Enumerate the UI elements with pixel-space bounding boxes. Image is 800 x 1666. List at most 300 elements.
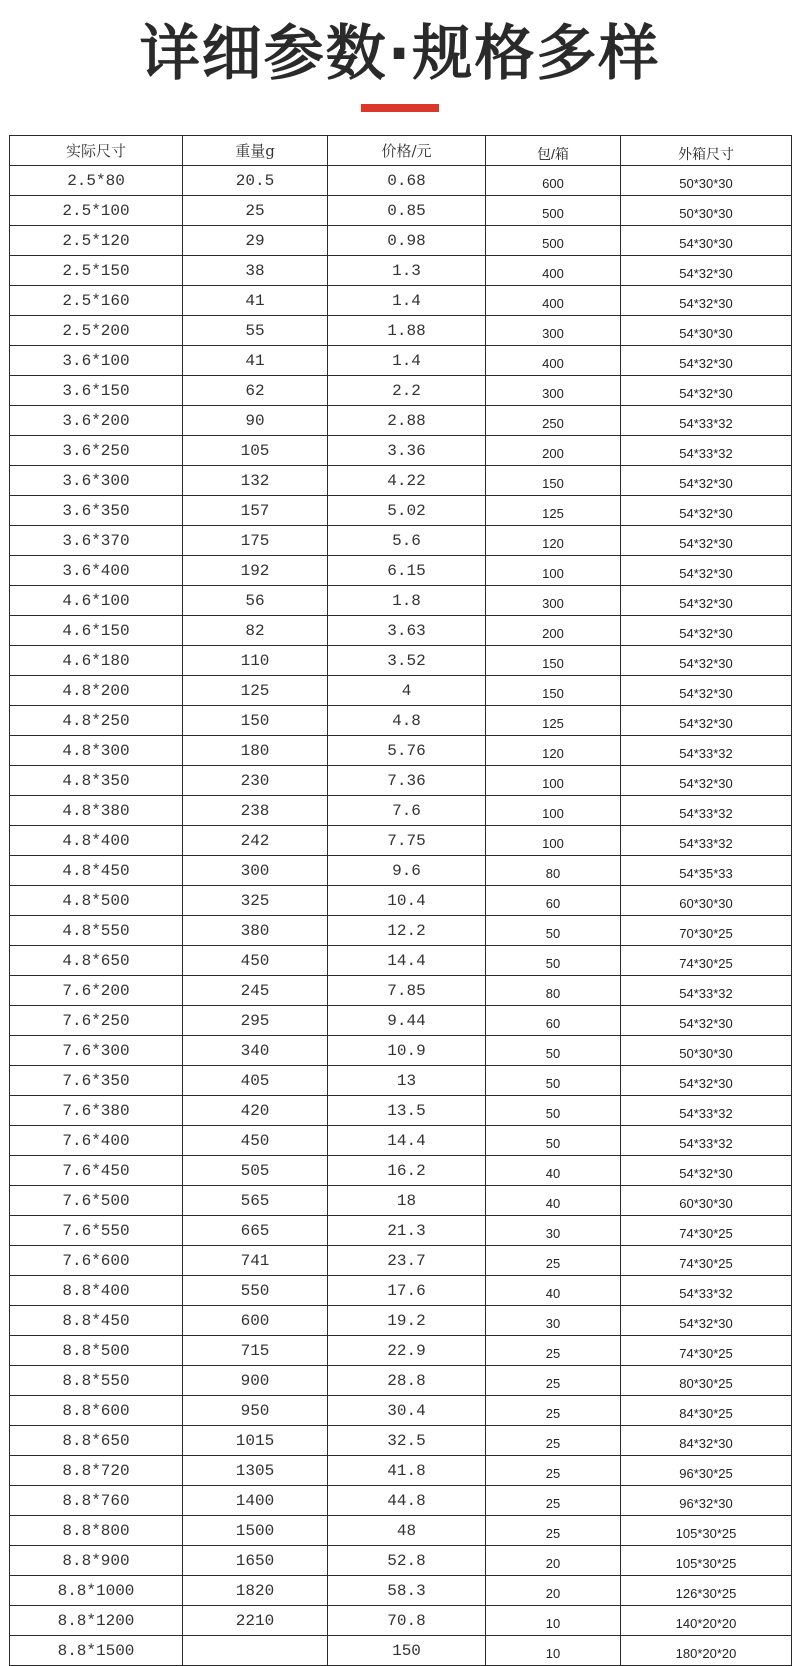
table-row [10, 586, 792, 616]
cell-price: 0.98 [328, 226, 486, 256]
cell-price: 0.68 [328, 166, 486, 196]
cell-price: 9.44 [328, 1006, 486, 1036]
cell-pack-per-box: 40 [486, 1186, 621, 1216]
cell-box-size: 54*32*30 [621, 496, 792, 526]
cell-pack-per-box: 100 [486, 826, 621, 856]
cell-size: 7.6*500 [10, 1186, 183, 1216]
cell-box-size: 50*30*30 [621, 196, 792, 226]
cell-box-size: 105*30*25 [621, 1546, 792, 1576]
cell-weight: 55 [183, 316, 328, 346]
cell-price: 14.4 [328, 1126, 486, 1156]
table-row [10, 1186, 792, 1216]
cell-pack-per-box: 100 [486, 556, 621, 586]
cell-pack-per-box: 80 [486, 976, 621, 1006]
cell-size: 2.5*160 [10, 286, 183, 316]
cell-pack-per-box: 500 [486, 196, 621, 226]
spec-table [9, 135, 792, 1666]
table-row [10, 976, 792, 1006]
cell-weight: 450 [183, 946, 328, 976]
cell-size: 4.8*650 [10, 946, 183, 976]
cell-size: 3.6*300 [10, 466, 183, 496]
cell-weight: 300 [183, 856, 328, 886]
cell-price: 4 [328, 676, 486, 706]
cell-size: 7.6*300 [10, 1036, 183, 1066]
page-title: 详细参数·规格多样 [139, 19, 661, 89]
table-row [10, 1216, 792, 1246]
cell-price: 1.3 [328, 256, 486, 286]
cell-weight: 715 [183, 1336, 328, 1366]
table-row [10, 256, 792, 286]
cell-weight: 1305 [183, 1456, 328, 1486]
cell-pack-per-box: 400 [486, 286, 621, 316]
cell-price: 2.2 [328, 376, 486, 406]
cell-size: 8.8*1000 [10, 1576, 183, 1606]
cell-box-size: 84*30*25 [621, 1396, 792, 1426]
cell-size: 8.8*600 [10, 1396, 183, 1426]
cell-weight: 950 [183, 1396, 328, 1426]
cell-size: 3.6*370 [10, 526, 183, 556]
cell-price: 13.5 [328, 1096, 486, 1126]
cell-weight: 238 [183, 796, 328, 826]
cell-box-size: 54*33*32 [621, 436, 792, 466]
cell-size: 7.6*250 [10, 1006, 183, 1036]
cell-pack-per-box: 200 [486, 436, 621, 466]
cell-price: 1.4 [328, 346, 486, 376]
cell-box-size: 60*30*30 [621, 1186, 792, 1216]
cell-weight: 550 [183, 1276, 328, 1306]
cell-box-size: 54*33*32 [621, 1276, 792, 1306]
cell-pack-per-box: 25 [486, 1486, 621, 1516]
cell-weight: 62 [183, 376, 328, 406]
table-row [10, 196, 792, 226]
cell-pack-per-box: 50 [486, 946, 621, 976]
cell-pack-per-box: 200 [486, 616, 621, 646]
table-row [10, 1576, 792, 1606]
cell-pack-per-box: 40 [486, 1156, 621, 1186]
header-price: 价格/元 [328, 136, 486, 166]
cell-weight: 192 [183, 556, 328, 586]
cell-box-size: 54*33*32 [621, 736, 792, 766]
table-row [10, 646, 792, 676]
cell-pack-per-box: 10 [486, 1606, 621, 1636]
table-row [10, 676, 792, 706]
table-row [10, 436, 792, 466]
table-row [10, 946, 792, 976]
cell-size: 8.8*720 [10, 1456, 183, 1486]
cell-price: 150 [328, 1636, 486, 1666]
cell-box-size: 54*32*30 [621, 646, 792, 676]
cell-size: 8.8*450 [10, 1306, 183, 1336]
cell-size: 4.8*450 [10, 856, 183, 886]
cell-price: 10.4 [328, 886, 486, 916]
cell-box-size: 54*32*30 [621, 586, 792, 616]
cell-price: 10.9 [328, 1036, 486, 1066]
cell-size: 4.6*100 [10, 586, 183, 616]
cell-pack-per-box: 60 [486, 886, 621, 916]
cell-pack-per-box: 50 [486, 1036, 621, 1066]
cell-size: 8.8*550 [10, 1366, 183, 1396]
cell-size: 7.6*450 [10, 1156, 183, 1186]
cell-size: 7.6*400 [10, 1126, 183, 1156]
cell-price: 2.88 [328, 406, 486, 436]
cell-size: 8.8*500 [10, 1336, 183, 1366]
cell-box-size: 84*32*30 [621, 1426, 792, 1456]
cell-weight: 405 [183, 1066, 328, 1096]
table-row [10, 1246, 792, 1276]
cell-pack-per-box: 500 [486, 226, 621, 256]
table-row [10, 226, 792, 256]
cell-box-size: 74*30*25 [621, 946, 792, 976]
cell-pack-per-box: 25 [486, 1246, 621, 1276]
table-header-row [10, 136, 792, 166]
cell-price: 1.4 [328, 286, 486, 316]
cell-weight: 1500 [183, 1516, 328, 1546]
cell-box-size: 54*32*30 [621, 616, 792, 646]
cell-weight: 29 [183, 226, 328, 256]
cell-box-size: 54*30*30 [621, 316, 792, 346]
table-row [10, 1126, 792, 1156]
cell-size: 7.6*380 [10, 1096, 183, 1126]
cell-size: 4.8*380 [10, 796, 183, 826]
cell-size: 4.8*550 [10, 916, 183, 946]
cell-pack-per-box: 25 [486, 1336, 621, 1366]
cell-weight: 1015 [183, 1426, 328, 1456]
cell-pack-per-box: 20 [486, 1576, 621, 1606]
table-row [10, 766, 792, 796]
cell-size: 8.8*800 [10, 1516, 183, 1546]
table-row [10, 1066, 792, 1096]
cell-weight: 325 [183, 886, 328, 916]
cell-weight: 1650 [183, 1546, 328, 1576]
cell-weight: 41 [183, 286, 328, 316]
cell-pack-per-box: 50 [486, 916, 621, 946]
cell-price: 9.6 [328, 856, 486, 886]
cell-pack-per-box: 100 [486, 766, 621, 796]
table-row [10, 1006, 792, 1036]
table-row [10, 1606, 792, 1636]
cell-weight: 125 [183, 676, 328, 706]
cell-size: 7.6*550 [10, 1216, 183, 1246]
cell-price: 28.8 [328, 1366, 486, 1396]
cell-pack-per-box: 300 [486, 316, 621, 346]
table-row [10, 406, 792, 436]
cell-box-size: 54*32*30 [621, 1066, 792, 1096]
cell-box-size: 180*20*20 [621, 1636, 792, 1666]
cell-pack-per-box: 150 [486, 676, 621, 706]
table-row [10, 1396, 792, 1426]
cell-size: 4.8*350 [10, 766, 183, 796]
table-row [10, 556, 792, 586]
cell-box-size: 74*30*25 [621, 1336, 792, 1366]
cell-price: 23.7 [328, 1246, 486, 1276]
table-row [10, 886, 792, 916]
cell-box-size: 50*30*30 [621, 166, 792, 196]
cell-price: 7.36 [328, 766, 486, 796]
cell-pack-per-box: 50 [486, 1126, 621, 1156]
cell-size: 2.5*120 [10, 226, 183, 256]
table-row [10, 1306, 792, 1336]
cell-price: 12.2 [328, 916, 486, 946]
table-row [10, 1486, 792, 1516]
cell-weight: 420 [183, 1096, 328, 1126]
cell-price: 22.9 [328, 1336, 486, 1366]
cell-price: 17.6 [328, 1276, 486, 1306]
cell-size: 4.8*250 [10, 706, 183, 736]
cell-price: 18 [328, 1186, 486, 1216]
table-row [10, 1276, 792, 1306]
cell-size: 4.6*180 [10, 646, 183, 676]
cell-size: 2.5*150 [10, 256, 183, 286]
cell-price: 5.6 [328, 526, 486, 556]
cell-weight: 600 [183, 1306, 328, 1336]
table-row [10, 166, 792, 196]
cell-weight: 1400 [183, 1486, 328, 1516]
cell-weight: 157 [183, 496, 328, 526]
cell-price: 13 [328, 1066, 486, 1096]
table-row [10, 916, 792, 946]
cell-pack-per-box: 300 [486, 586, 621, 616]
cell-box-size: 60*30*30 [621, 886, 792, 916]
cell-pack-per-box: 40 [486, 1276, 621, 1306]
cell-pack-per-box: 125 [486, 706, 621, 736]
cell-size: 3.6*400 [10, 556, 183, 586]
cell-box-size: 140*20*20 [621, 1606, 792, 1636]
cell-pack-per-box: 300 [486, 376, 621, 406]
table-row [10, 1516, 792, 1546]
cell-pack-per-box: 100 [486, 796, 621, 826]
cell-size: 3.6*350 [10, 496, 183, 526]
cell-pack-per-box: 25 [486, 1456, 621, 1486]
table-row [10, 1426, 792, 1456]
cell-size: 7.6*600 [10, 1246, 183, 1276]
cell-weight: 110 [183, 646, 328, 676]
cell-size: 7.6*200 [10, 976, 183, 1006]
cell-weight: 2210 [183, 1606, 328, 1636]
cell-box-size: 54*32*30 [621, 706, 792, 736]
cell-pack-per-box: 20 [486, 1546, 621, 1576]
cell-price: 1.88 [328, 316, 486, 346]
cell-weight: 41 [183, 346, 328, 376]
table-row [10, 1036, 792, 1066]
table-row [10, 1636, 792, 1666]
cell-price: 4.8 [328, 706, 486, 736]
cell-box-size: 54*33*32 [621, 826, 792, 856]
cell-weight: 105 [183, 436, 328, 466]
cell-price: 70.8 [328, 1606, 486, 1636]
cell-price: 30.4 [328, 1396, 486, 1426]
cell-size: 4.6*150 [10, 616, 183, 646]
cell-price: 0.85 [328, 196, 486, 226]
cell-box-size: 54*32*30 [621, 1156, 792, 1186]
table-body [10, 166, 792, 1666]
cell-price: 3.52 [328, 646, 486, 676]
cell-size: 3.6*200 [10, 406, 183, 436]
header-size: 实际尺寸 [10, 136, 183, 166]
cell-box-size: 80*30*25 [621, 1366, 792, 1396]
cell-weight: 150 [183, 706, 328, 736]
cell-weight: 20.5 [183, 166, 328, 196]
header-box-size: 外箱尺寸 [621, 136, 792, 166]
cell-weight: 132 [183, 466, 328, 496]
cell-box-size: 54*32*30 [621, 286, 792, 316]
cell-pack-per-box: 50 [486, 1096, 621, 1126]
cell-weight: 505 [183, 1156, 328, 1186]
cell-price: 1.8 [328, 586, 486, 616]
cell-pack-per-box: 120 [486, 526, 621, 556]
cell-size: 2.5*100 [10, 196, 183, 226]
cell-price: 41.8 [328, 1456, 486, 1486]
cell-weight: 230 [183, 766, 328, 796]
cell-weight: 175 [183, 526, 328, 556]
cell-pack-per-box: 120 [486, 736, 621, 766]
cell-pack-per-box: 10 [486, 1636, 621, 1666]
cell-box-size: 54*32*30 [621, 1306, 792, 1336]
cell-pack-per-box: 80 [486, 856, 621, 886]
cell-price: 58.3 [328, 1576, 486, 1606]
cell-size: 4.8*200 [10, 676, 183, 706]
cell-box-size: 54*32*30 [621, 766, 792, 796]
table-row [10, 286, 792, 316]
table-row [10, 316, 792, 346]
cell-weight: 295 [183, 1006, 328, 1036]
table-row [10, 706, 792, 736]
cell-box-size: 54*33*32 [621, 976, 792, 1006]
table-row [10, 1456, 792, 1486]
cell-price: 14.4 [328, 946, 486, 976]
cell-box-size: 50*30*30 [621, 1036, 792, 1066]
table-row [10, 856, 792, 886]
table-row [10, 1366, 792, 1396]
cell-pack-per-box: 125 [486, 496, 621, 526]
table-row [10, 496, 792, 526]
cell-pack-per-box: 400 [486, 256, 621, 286]
cell-box-size: 54*32*30 [621, 256, 792, 286]
cell-price: 48 [328, 1516, 486, 1546]
cell-size: 8.8*400 [10, 1276, 183, 1306]
cell-size: 3.6*150 [10, 376, 183, 406]
cell-box-size: 70*30*25 [621, 916, 792, 946]
cell-price: 32.5 [328, 1426, 486, 1456]
cell-box-size: 105*30*25 [621, 1516, 792, 1546]
cell-price: 19.2 [328, 1306, 486, 1336]
cell-weight: 340 [183, 1036, 328, 1066]
table-row [10, 826, 792, 856]
cell-size: 8.8*1200 [10, 1606, 183, 1636]
cell-box-size: 54*32*30 [621, 556, 792, 586]
table-row [10, 1336, 792, 1366]
table-row [10, 736, 792, 766]
cell-box-size: 54*32*30 [621, 676, 792, 706]
cell-box-size: 54*33*32 [621, 1126, 792, 1156]
cell-size: 4.8*400 [10, 826, 183, 856]
cell-price: 6.15 [328, 556, 486, 586]
cell-price: 3.63 [328, 616, 486, 646]
cell-weight: 900 [183, 1366, 328, 1396]
cell-weight: 245 [183, 976, 328, 1006]
cell-box-size: 74*30*25 [621, 1246, 792, 1276]
cell-box-size: 54*33*32 [621, 406, 792, 436]
cell-weight: 1820 [183, 1576, 328, 1606]
cell-weight: 450 [183, 1126, 328, 1156]
table-row [10, 1096, 792, 1126]
table-row [10, 346, 792, 376]
table-row [10, 796, 792, 826]
cell-price: 4.22 [328, 466, 486, 496]
table-row [10, 526, 792, 556]
cell-weight: 38 [183, 256, 328, 286]
cell-box-size: 54*35*33 [621, 856, 792, 886]
cell-pack-per-box: 30 [486, 1216, 621, 1246]
cell-size: 2.5*200 [10, 316, 183, 346]
header-weight: 重量g [183, 136, 328, 166]
cell-box-size: 126*30*25 [621, 1576, 792, 1606]
cell-price: 7.75 [328, 826, 486, 856]
cell-weight: 741 [183, 1246, 328, 1276]
cell-box-size: 54*32*30 [621, 466, 792, 496]
cell-pack-per-box: 250 [486, 406, 621, 436]
cell-size: 8.8*900 [10, 1546, 183, 1576]
cell-box-size: 96*32*30 [621, 1486, 792, 1516]
cell-weight: 565 [183, 1186, 328, 1216]
cell-price: 3.36 [328, 436, 486, 466]
cell-price: 7.85 [328, 976, 486, 1006]
cell-box-size: 54*32*30 [621, 1006, 792, 1036]
cell-size: 3.6*100 [10, 346, 183, 376]
table-row [10, 616, 792, 646]
cell-box-size: 54*33*32 [621, 796, 792, 826]
cell-pack-per-box: 30 [486, 1306, 621, 1336]
cell-size: 4.8*300 [10, 736, 183, 766]
cell-box-size: 54*33*32 [621, 1096, 792, 1126]
table-row [10, 1156, 792, 1186]
cell-weight: 25 [183, 196, 328, 226]
cell-weight: 242 [183, 826, 328, 856]
header-pack-per-box: 包/箱 [486, 136, 621, 166]
cell-price: 5.02 [328, 496, 486, 526]
cell-price: 5.76 [328, 736, 486, 766]
cell-price: 44.8 [328, 1486, 486, 1516]
cell-price: 16.2 [328, 1156, 486, 1186]
cell-box-size: 54*30*30 [621, 226, 792, 256]
cell-size: 8.8*650 [10, 1426, 183, 1456]
cell-pack-per-box: 25 [486, 1426, 621, 1456]
cell-weight: 90 [183, 406, 328, 436]
cell-size: 8.8*1500 [10, 1636, 183, 1666]
cell-pack-per-box: 25 [486, 1366, 621, 1396]
title-accent-bar [361, 104, 439, 112]
cell-box-size: 54*32*30 [621, 376, 792, 406]
cell-pack-per-box: 150 [486, 646, 621, 676]
cell-price: 52.8 [328, 1546, 486, 1576]
table-row [10, 376, 792, 406]
cell-pack-per-box: 50 [486, 1066, 621, 1096]
cell-pack-per-box: 25 [486, 1396, 621, 1426]
cell-pack-per-box: 600 [486, 166, 621, 196]
cell-box-size: 54*32*30 [621, 346, 792, 376]
cell-weight: 56 [183, 586, 328, 616]
cell-weight: 82 [183, 616, 328, 646]
cell-size: 3.6*250 [10, 436, 183, 466]
table-row [10, 1546, 792, 1576]
cell-pack-per-box: 400 [486, 346, 621, 376]
cell-box-size: 74*30*25 [621, 1216, 792, 1246]
cell-price: 7.6 [328, 796, 486, 826]
cell-box-size: 96*30*25 [621, 1456, 792, 1486]
cell-pack-per-box: 60 [486, 1006, 621, 1036]
cell-box-size: 54*32*30 [621, 526, 792, 556]
cell-price: 21.3 [328, 1216, 486, 1246]
cell-size: 2.5*80 [10, 166, 183, 196]
